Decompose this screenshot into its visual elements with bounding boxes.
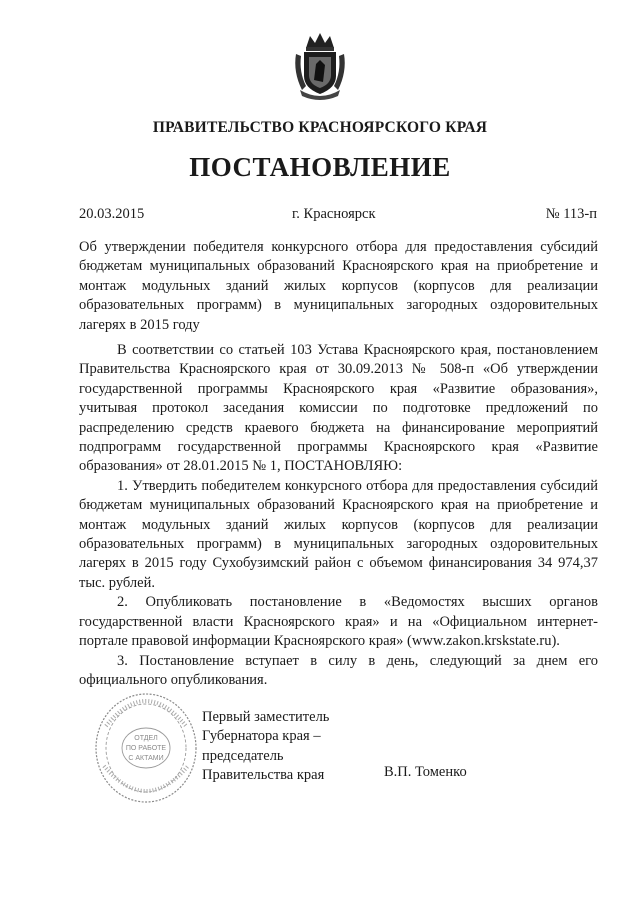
signatory-position-line: Первый заместитель xyxy=(202,709,330,725)
document-number: № 113-п xyxy=(545,206,597,222)
stamp-line-3: С АКТАМИ xyxy=(128,755,164,762)
document-body xyxy=(79,341,598,690)
stamp-line-1: ОТДЕЛ xyxy=(134,735,158,742)
item-paragraph-3: 3. Постановление вступает в силу в день, следующий за днем его официального опубликования. xyxy=(79,652,598,688)
coat-of-arms-emblem xyxy=(292,30,348,102)
document-date: 20.03.2015 xyxy=(79,206,145,222)
signatory-name: В.П. Томенко xyxy=(384,764,467,780)
signatory-position-line: Губернатора края – xyxy=(202,728,321,745)
organization-name: ПРАВИТЕЛЬСТВО КРАСНОЯРСКОГО КРАЯ xyxy=(152,119,488,136)
item-paragraph-1: 1. Утвердить победителем конкурсного отбора для предоставления субсидий бюджетам муниципальных образований Красноярского края на приобретение и монтаж модульных зданий жилых корпусов (корпусов для реализации образовательных программ) в муниципальных загородных оздоровительных лагерях в 2015 году Сухобузимский район с объемом финансирования 34 974,37 тыс. рублей. xyxy=(79,477,598,591)
document-type-title: ПОСТАНОВЛЕНИЕ xyxy=(189,152,451,182)
item-paragraph-2: 2. Опубликовать постановление в «Ведомостях высших органов государственной власти Красноярского края» и на «Официальном интернет-портале правовой информации Красноярского края» (www.zakon.krskstate.ru). xyxy=(79,594,598,650)
document-city: г. Красноярск xyxy=(292,206,376,222)
document-subject: Об утверждении победителя конкурсного отбора для предоставления субсидий бюджетам муниципальных образований Красноярского края на приобретение и монтаж модульных зданий жилых корпусов (корпусов для реализации образовательных программ) в муниципальных загородных оздоровительных лагерях в 2015 году xyxy=(79,239,598,333)
signatory-position xyxy=(202,708,329,786)
preamble-paragraph: В соответствии со статьей 103 Устава Красноярского края, постановлением Правительства Красноярского края от 30.09.2013 № 508-п «Об утверждении государственной программы Красноярского края «Развитие образования», учитывая протокол заседания комиссии по подготовке предложений по распределению средств краевого бюджета на финансирование мероприятий подпрограмм государственной программы Красноярского края «Развитие образования» от 28.01.2015 № 1, ПОСТАНОВЛЯЮ: xyxy=(79,342,598,475)
stamp-line-2: ПО РАБОТЕ xyxy=(125,745,167,752)
signatory-position-line: Правительства края xyxy=(202,767,325,784)
official-stamp xyxy=(92,686,200,806)
signatory-position-line: председатель xyxy=(202,747,284,764)
